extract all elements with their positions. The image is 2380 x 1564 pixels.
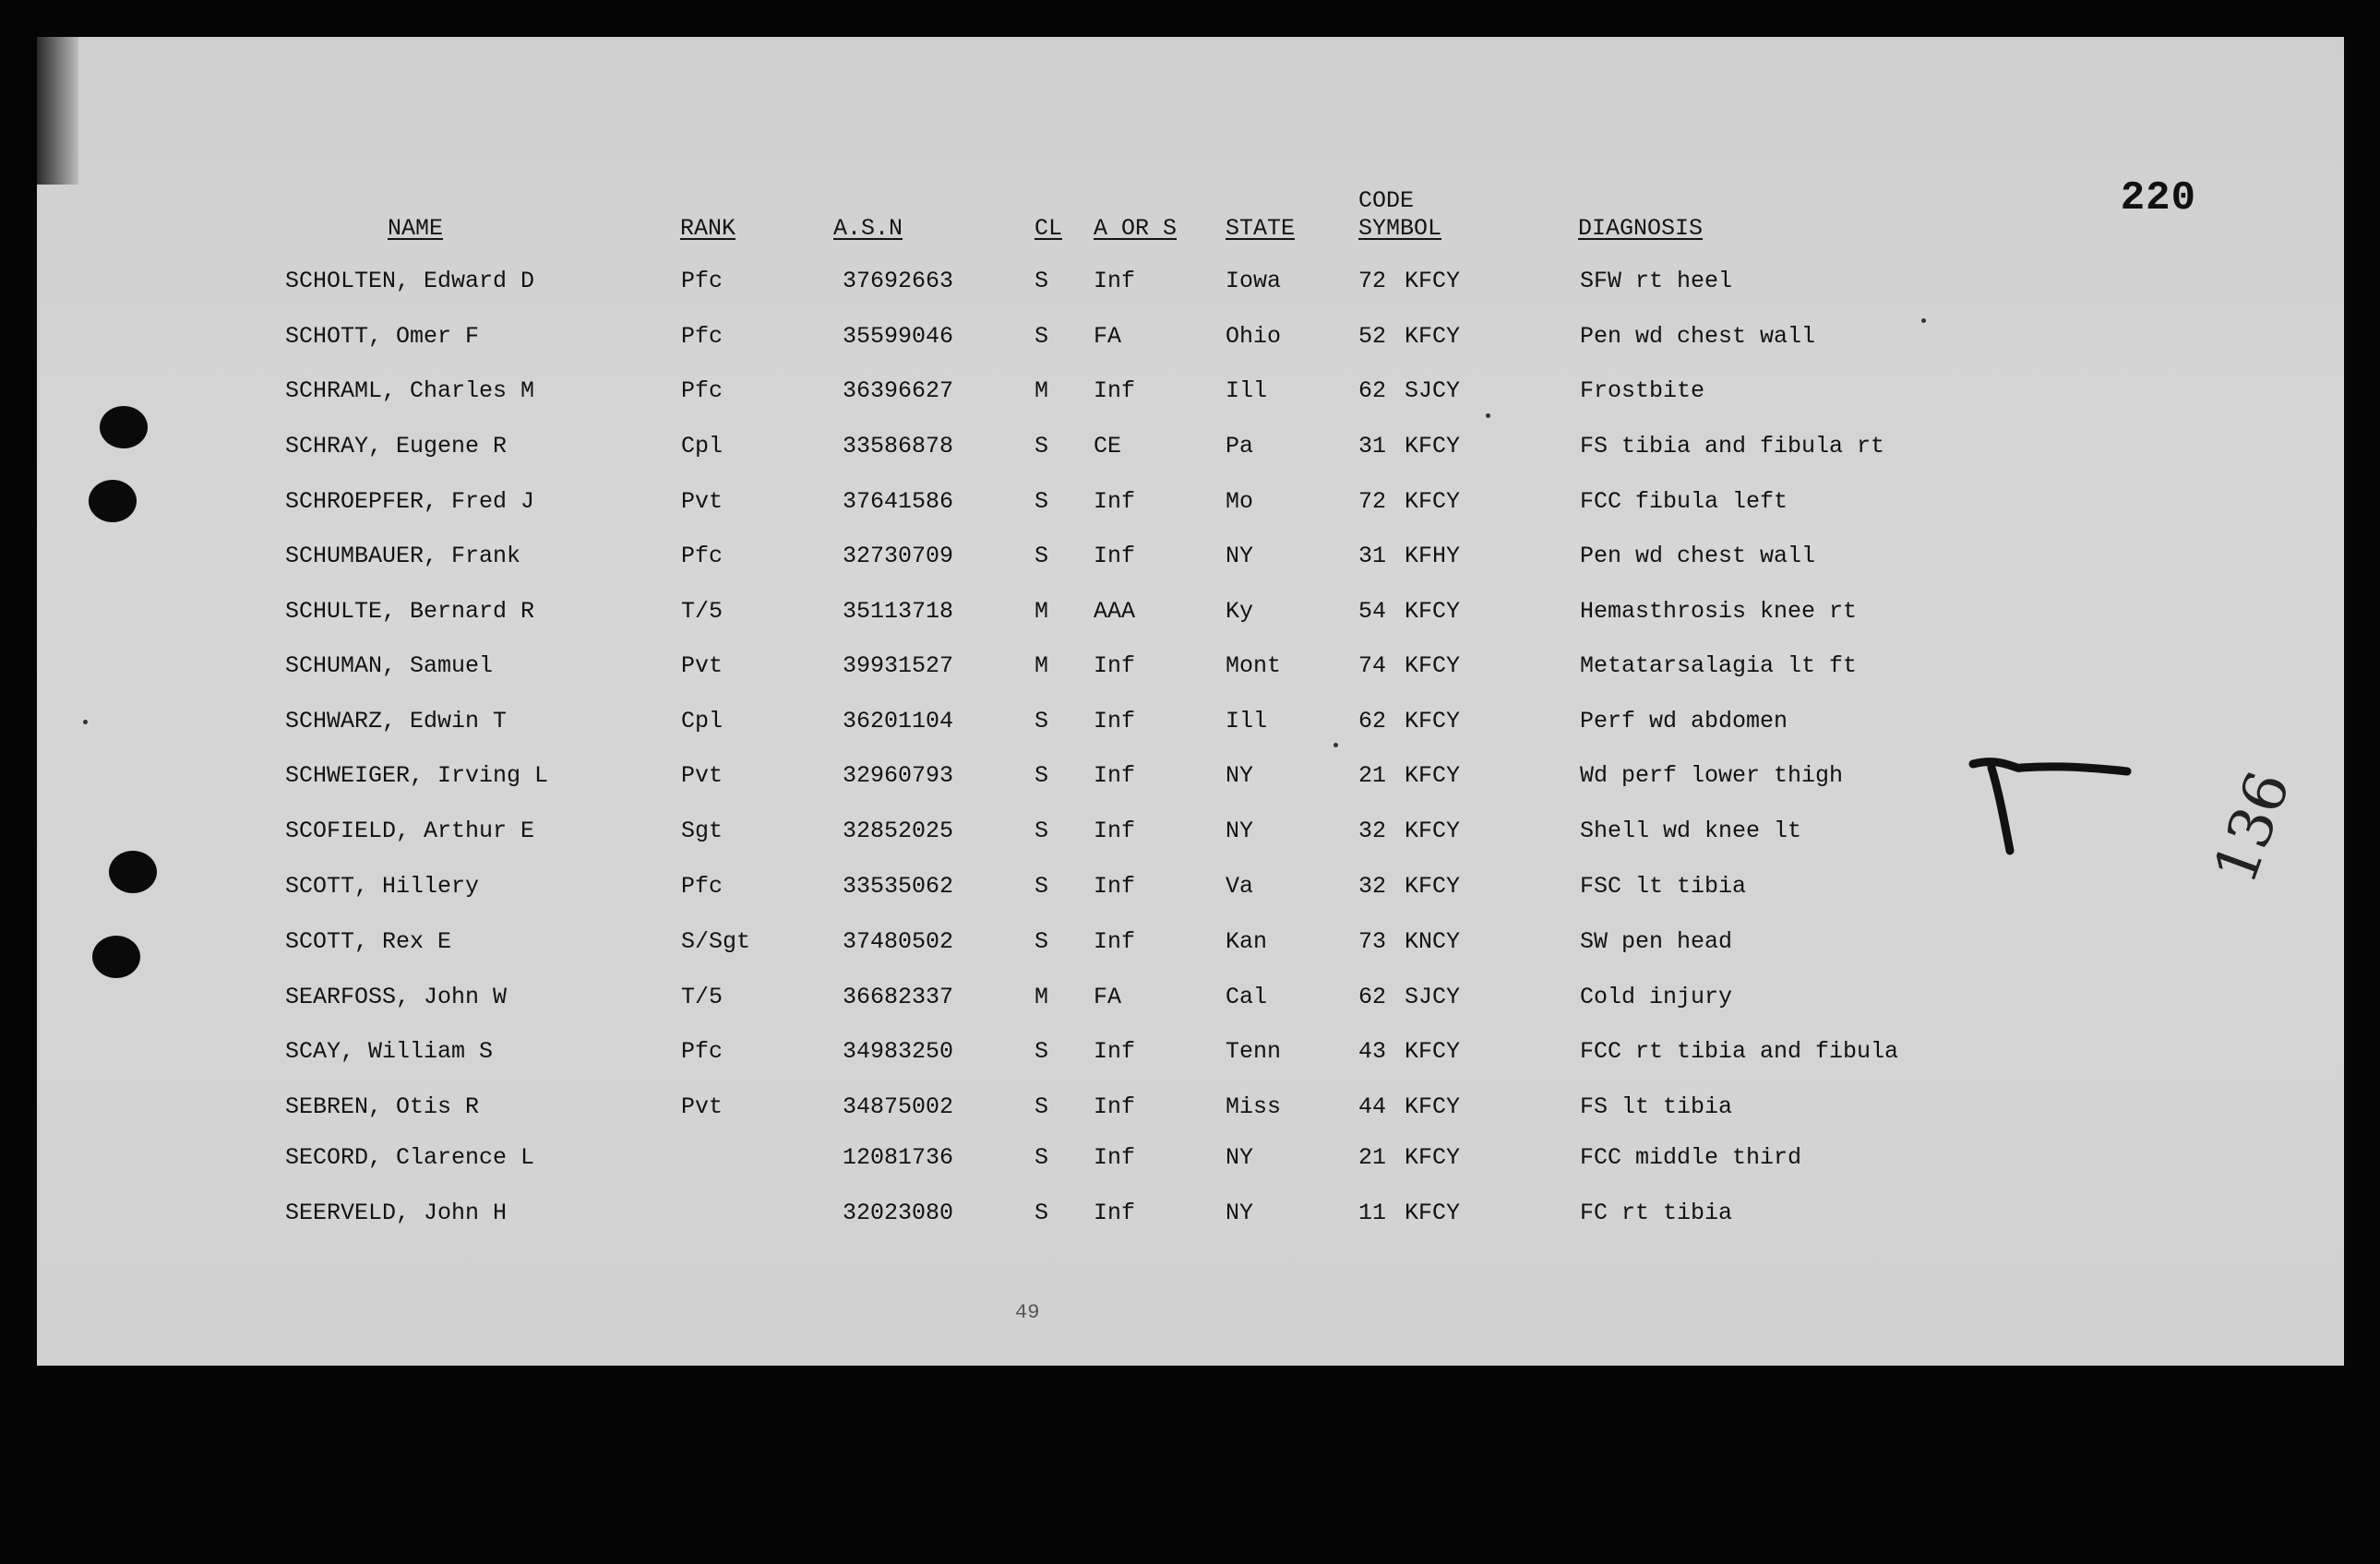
row-rank: Cpl: [681, 708, 724, 734]
header-cl: CL: [1035, 215, 1063, 242]
row-a-or-s: Inf: [1094, 1144, 1136, 1171]
row-diagnosis: Pen wd chest wall: [1580, 543, 1816, 569]
header-code: CODE: [1358, 187, 1415, 214]
speck: [1334, 743, 1338, 747]
row-code-number: 31: [1358, 543, 1387, 569]
row-diagnosis: FC rt tibia: [1580, 1200, 1733, 1226]
table-row: [37, 1200, 2344, 1236]
row-rank: S/Sgt: [681, 928, 751, 955]
punch-hole: [92, 936, 140, 978]
row-class: M: [1035, 598, 1049, 625]
row-diagnosis: FCC fibula left: [1580, 488, 1788, 515]
row-code-number: 54: [1358, 598, 1387, 625]
row-code-number: 62: [1358, 984, 1387, 1010]
row-class: S: [1035, 1093, 1049, 1120]
row-code-symbol: KFCY: [1405, 323, 1461, 350]
row-a-or-s: FA: [1094, 323, 1122, 350]
handwritten-check-mark: [1966, 747, 2132, 858]
row-diagnosis: FSC lt tibia: [1580, 873, 1747, 900]
row-name: SEARFOSS, John W: [285, 984, 508, 1010]
row-name: SCHRAY, Eugene R: [285, 433, 508, 460]
row-a-or-s: FA: [1094, 984, 1122, 1010]
row-code-symbol: KFCY: [1405, 1093, 1461, 1120]
row-rank: T/5: [681, 598, 724, 625]
row-asn: 36682337: [843, 984, 954, 1010]
row-name: SCHUMAN, Samuel: [285, 652, 494, 679]
row-diagnosis: SFW rt heel: [1580, 268, 1733, 294]
row-state: NY: [1226, 1144, 1254, 1171]
row-a-or-s: Inf: [1094, 1200, 1136, 1226]
row-state: Mont: [1226, 652, 1282, 679]
row-state: Miss: [1226, 1093, 1282, 1120]
document-sheet: [37, 37, 2344, 1366]
header-symbol: SYMBOL: [1358, 215, 1442, 242]
row-state: Tenn: [1226, 1038, 1282, 1065]
row-diagnosis: Cold injury: [1580, 984, 1733, 1010]
row-state: NY: [1226, 762, 1254, 789]
row-class: S: [1035, 928, 1049, 955]
row-state: Pa: [1226, 433, 1254, 460]
row-class: M: [1035, 984, 1049, 1010]
row-class: S: [1035, 543, 1049, 569]
row-asn: 37480502: [843, 928, 954, 955]
row-class: S: [1035, 1038, 1049, 1065]
row-state: Cal: [1226, 984, 1268, 1010]
row-asn: 36396627: [843, 377, 954, 404]
header-name: NAME: [388, 215, 444, 242]
row-code-symbol: KFCY: [1405, 652, 1461, 679]
row-class: S: [1035, 268, 1049, 294]
table-row: [37, 598, 2344, 635]
row-code-number: 73: [1358, 928, 1387, 955]
row-name: SCOTT, Hillery: [285, 873, 480, 900]
row-code-number: 62: [1358, 708, 1387, 734]
row-code-symbol: KFCY: [1405, 873, 1461, 900]
row-asn: 32730709: [843, 543, 954, 569]
row-rank: Sgt: [681, 818, 724, 844]
row-a-or-s: Inf: [1094, 1093, 1136, 1120]
punch-hole: [89, 480, 137, 522]
row-a-or-s: Inf: [1094, 928, 1136, 955]
row-name: SECORD, Clarence L: [285, 1144, 535, 1171]
row-state: Ill: [1226, 708, 1268, 734]
row-code-symbol: SJCY: [1405, 984, 1461, 1010]
speck: [1921, 318, 1926, 323]
row-asn: 32852025: [843, 818, 954, 844]
table-row: [37, 984, 2344, 1021]
row-diagnosis: Metatarsalagia lt ft: [1580, 652, 1858, 679]
row-code-number: 21: [1358, 762, 1387, 789]
row-code-number: 72: [1358, 488, 1387, 515]
table-row: [37, 1144, 2344, 1181]
row-a-or-s: Inf: [1094, 488, 1136, 515]
row-code-number: 74: [1358, 652, 1387, 679]
table-row: [37, 928, 2344, 965]
table-row: [37, 323, 2344, 360]
row-a-or-s: Inf: [1094, 543, 1136, 569]
row-asn: 32960793: [843, 762, 954, 789]
table-row: [37, 433, 2344, 470]
row-diagnosis: FS lt tibia: [1580, 1093, 1733, 1120]
row-code-symbol: KFCY: [1405, 762, 1461, 789]
row-a-or-s: Inf: [1094, 1038, 1136, 1065]
row-name: SCHWARZ, Edwin T: [285, 708, 508, 734]
row-state: Ohio: [1226, 323, 1282, 350]
row-code-number: 72: [1358, 268, 1387, 294]
speck: [1486, 413, 1490, 418]
sheet-corner-shadow: [37, 37, 78, 185]
page-number: 220: [2120, 175, 2196, 221]
row-code-symbol: KFCY: [1405, 268, 1461, 294]
row-name: SCOFIELD, Arthur E: [285, 818, 535, 844]
row-rank: Pfc: [681, 323, 724, 350]
row-a-or-s: Inf: [1094, 762, 1136, 789]
row-a-or-s: AAA: [1094, 598, 1136, 625]
row-name: SCOTT, Rex E: [285, 928, 452, 955]
row-asn: 36201104: [843, 708, 954, 734]
row-asn: 35113718: [843, 598, 954, 625]
row-name: SCHROEPFER, Fred J: [285, 488, 535, 515]
header-state: STATE: [1226, 215, 1296, 242]
row-a-or-s: Inf: [1094, 818, 1136, 844]
table-row: [37, 1038, 2344, 1075]
row-class: M: [1035, 377, 1049, 404]
table-row: [37, 268, 2344, 304]
table-row: [37, 652, 2344, 689]
row-class: S: [1035, 433, 1049, 460]
table-row: [37, 543, 2344, 579]
row-name: SCHWEIGER, Irving L: [285, 762, 549, 789]
row-asn: 12081736: [843, 1144, 954, 1171]
header-rank: RANK: [680, 215, 736, 242]
row-code-symbol: KFCY: [1405, 1200, 1461, 1226]
row-code-symbol: KFCY: [1405, 598, 1461, 625]
row-class: S: [1035, 762, 1049, 789]
row-code-symbol: KFHY: [1405, 543, 1461, 569]
row-diagnosis: FCC middle third: [1580, 1144, 1802, 1171]
row-code-number: 32: [1358, 818, 1387, 844]
row-state: Va: [1226, 873, 1254, 900]
row-diagnosis: Frostbite: [1580, 377, 1705, 404]
row-rank: Pfc: [681, 268, 724, 294]
row-state: Ky: [1226, 598, 1254, 625]
row-rank: Cpl: [681, 433, 724, 460]
row-asn: 34983250: [843, 1038, 954, 1065]
row-state: NY: [1226, 1200, 1254, 1226]
row-state: NY: [1226, 818, 1254, 844]
row-code-number: 43: [1358, 1038, 1387, 1065]
row-asn: 35599046: [843, 323, 954, 350]
row-class: S: [1035, 488, 1049, 515]
header-a-or-s: A OR S: [1094, 215, 1178, 242]
row-code-symbol: KFCY: [1405, 1038, 1461, 1065]
row-class: S: [1035, 1200, 1049, 1226]
row-code-number: 21: [1358, 1144, 1387, 1171]
row-rank: Pfc: [681, 377, 724, 404]
row-class: S: [1035, 1144, 1049, 1171]
row-rank: T/5: [681, 984, 724, 1010]
row-rank: Pfc: [681, 1038, 724, 1065]
row-code-symbol: KFCY: [1405, 1144, 1461, 1171]
row-rank: Pfc: [681, 543, 724, 569]
row-asn: 34875002: [843, 1093, 954, 1120]
punch-hole: [100, 406, 148, 448]
row-asn: 32023080: [843, 1200, 954, 1226]
row-class: S: [1035, 873, 1049, 900]
header-asn: A.S.N: [833, 215, 903, 242]
row-asn: 37641586: [843, 488, 954, 515]
row-diagnosis: Shell wd knee lt: [1580, 818, 1802, 844]
row-class: S: [1035, 818, 1049, 844]
row-code-number: 11: [1358, 1200, 1387, 1226]
row-a-or-s: Inf: [1094, 708, 1136, 734]
row-a-or-s: Inf: [1094, 873, 1136, 900]
footer-mark: 49: [1015, 1301, 1040, 1324]
row-class: M: [1035, 652, 1049, 679]
row-class: S: [1035, 323, 1049, 350]
row-name: SCHOTT, Omer F: [285, 323, 480, 350]
row-name: SCHOLTEN, Edward D: [285, 268, 535, 294]
handwritten-number: 136: [2201, 762, 2304, 893]
row-rank: Pvt: [681, 1093, 724, 1120]
row-class: S: [1035, 708, 1049, 734]
row-rank: Pvt: [681, 652, 724, 679]
row-state: NY: [1226, 543, 1254, 569]
row-asn: 33535062: [843, 873, 954, 900]
row-name: SEBREN, Otis R: [285, 1093, 480, 1120]
row-rank: Pvt: [681, 488, 724, 515]
row-code-number: 44: [1358, 1093, 1387, 1120]
row-asn: 37692663: [843, 268, 954, 294]
punch-hole: [109, 851, 157, 893]
row-diagnosis: SW pen head: [1580, 928, 1733, 955]
row-rank: Pfc: [681, 873, 724, 900]
table-row: [37, 488, 2344, 525]
row-asn: 39931527: [843, 652, 954, 679]
row-name: SCHUMBAUER, Frank: [285, 543, 521, 569]
row-diagnosis: Hemasthrosis knee rt: [1580, 598, 1858, 625]
row-a-or-s: Inf: [1094, 268, 1136, 294]
row-state: Iowa: [1226, 268, 1282, 294]
row-state: Kan: [1226, 928, 1268, 955]
header-diagnosis: DIAGNOSIS: [1578, 215, 1704, 242]
row-name: SCAY, William S: [285, 1038, 494, 1065]
table-row: [37, 873, 2344, 910]
row-code-symbol: KFCY: [1405, 818, 1461, 844]
row-name: SCHRAML, Charles M: [285, 377, 535, 404]
row-a-or-s: Inf: [1094, 377, 1136, 404]
row-code-symbol: KFCY: [1405, 488, 1461, 515]
row-code-symbol: SJCY: [1405, 377, 1461, 404]
row-state: Mo: [1226, 488, 1254, 515]
row-asn: 33586878: [843, 433, 954, 460]
row-diagnosis: Wd perf lower thigh: [1580, 762, 1844, 789]
row-a-or-s: Inf: [1094, 652, 1136, 679]
row-code-symbol: KFCY: [1405, 708, 1461, 734]
row-name: SCHULTE, Bernard R: [285, 598, 535, 625]
row-code-number: 62: [1358, 377, 1387, 404]
row-diagnosis: FS tibia and fibula rt: [1580, 433, 1885, 460]
row-diagnosis: Pen wd chest wall: [1580, 323, 1816, 350]
row-a-or-s: CE: [1094, 433, 1122, 460]
row-diagnosis: FCC rt tibia and fibula: [1580, 1038, 1899, 1065]
row-code-number: 32: [1358, 873, 1387, 900]
speck: [83, 720, 88, 724]
row-code-symbol: KFCY: [1405, 433, 1461, 460]
row-state: Ill: [1226, 377, 1268, 404]
row-code-symbol: KNCY: [1405, 928, 1461, 955]
row-diagnosis: Perf wd abdomen: [1580, 708, 1788, 734]
row-code-number: 31: [1358, 433, 1387, 460]
table-row: [37, 377, 2344, 414]
table-row: [37, 1093, 2344, 1130]
row-name: SEERVELD, John H: [285, 1200, 508, 1226]
table-row: [37, 708, 2344, 745]
row-rank: Pvt: [681, 762, 724, 789]
row-code-number: 52: [1358, 323, 1387, 350]
